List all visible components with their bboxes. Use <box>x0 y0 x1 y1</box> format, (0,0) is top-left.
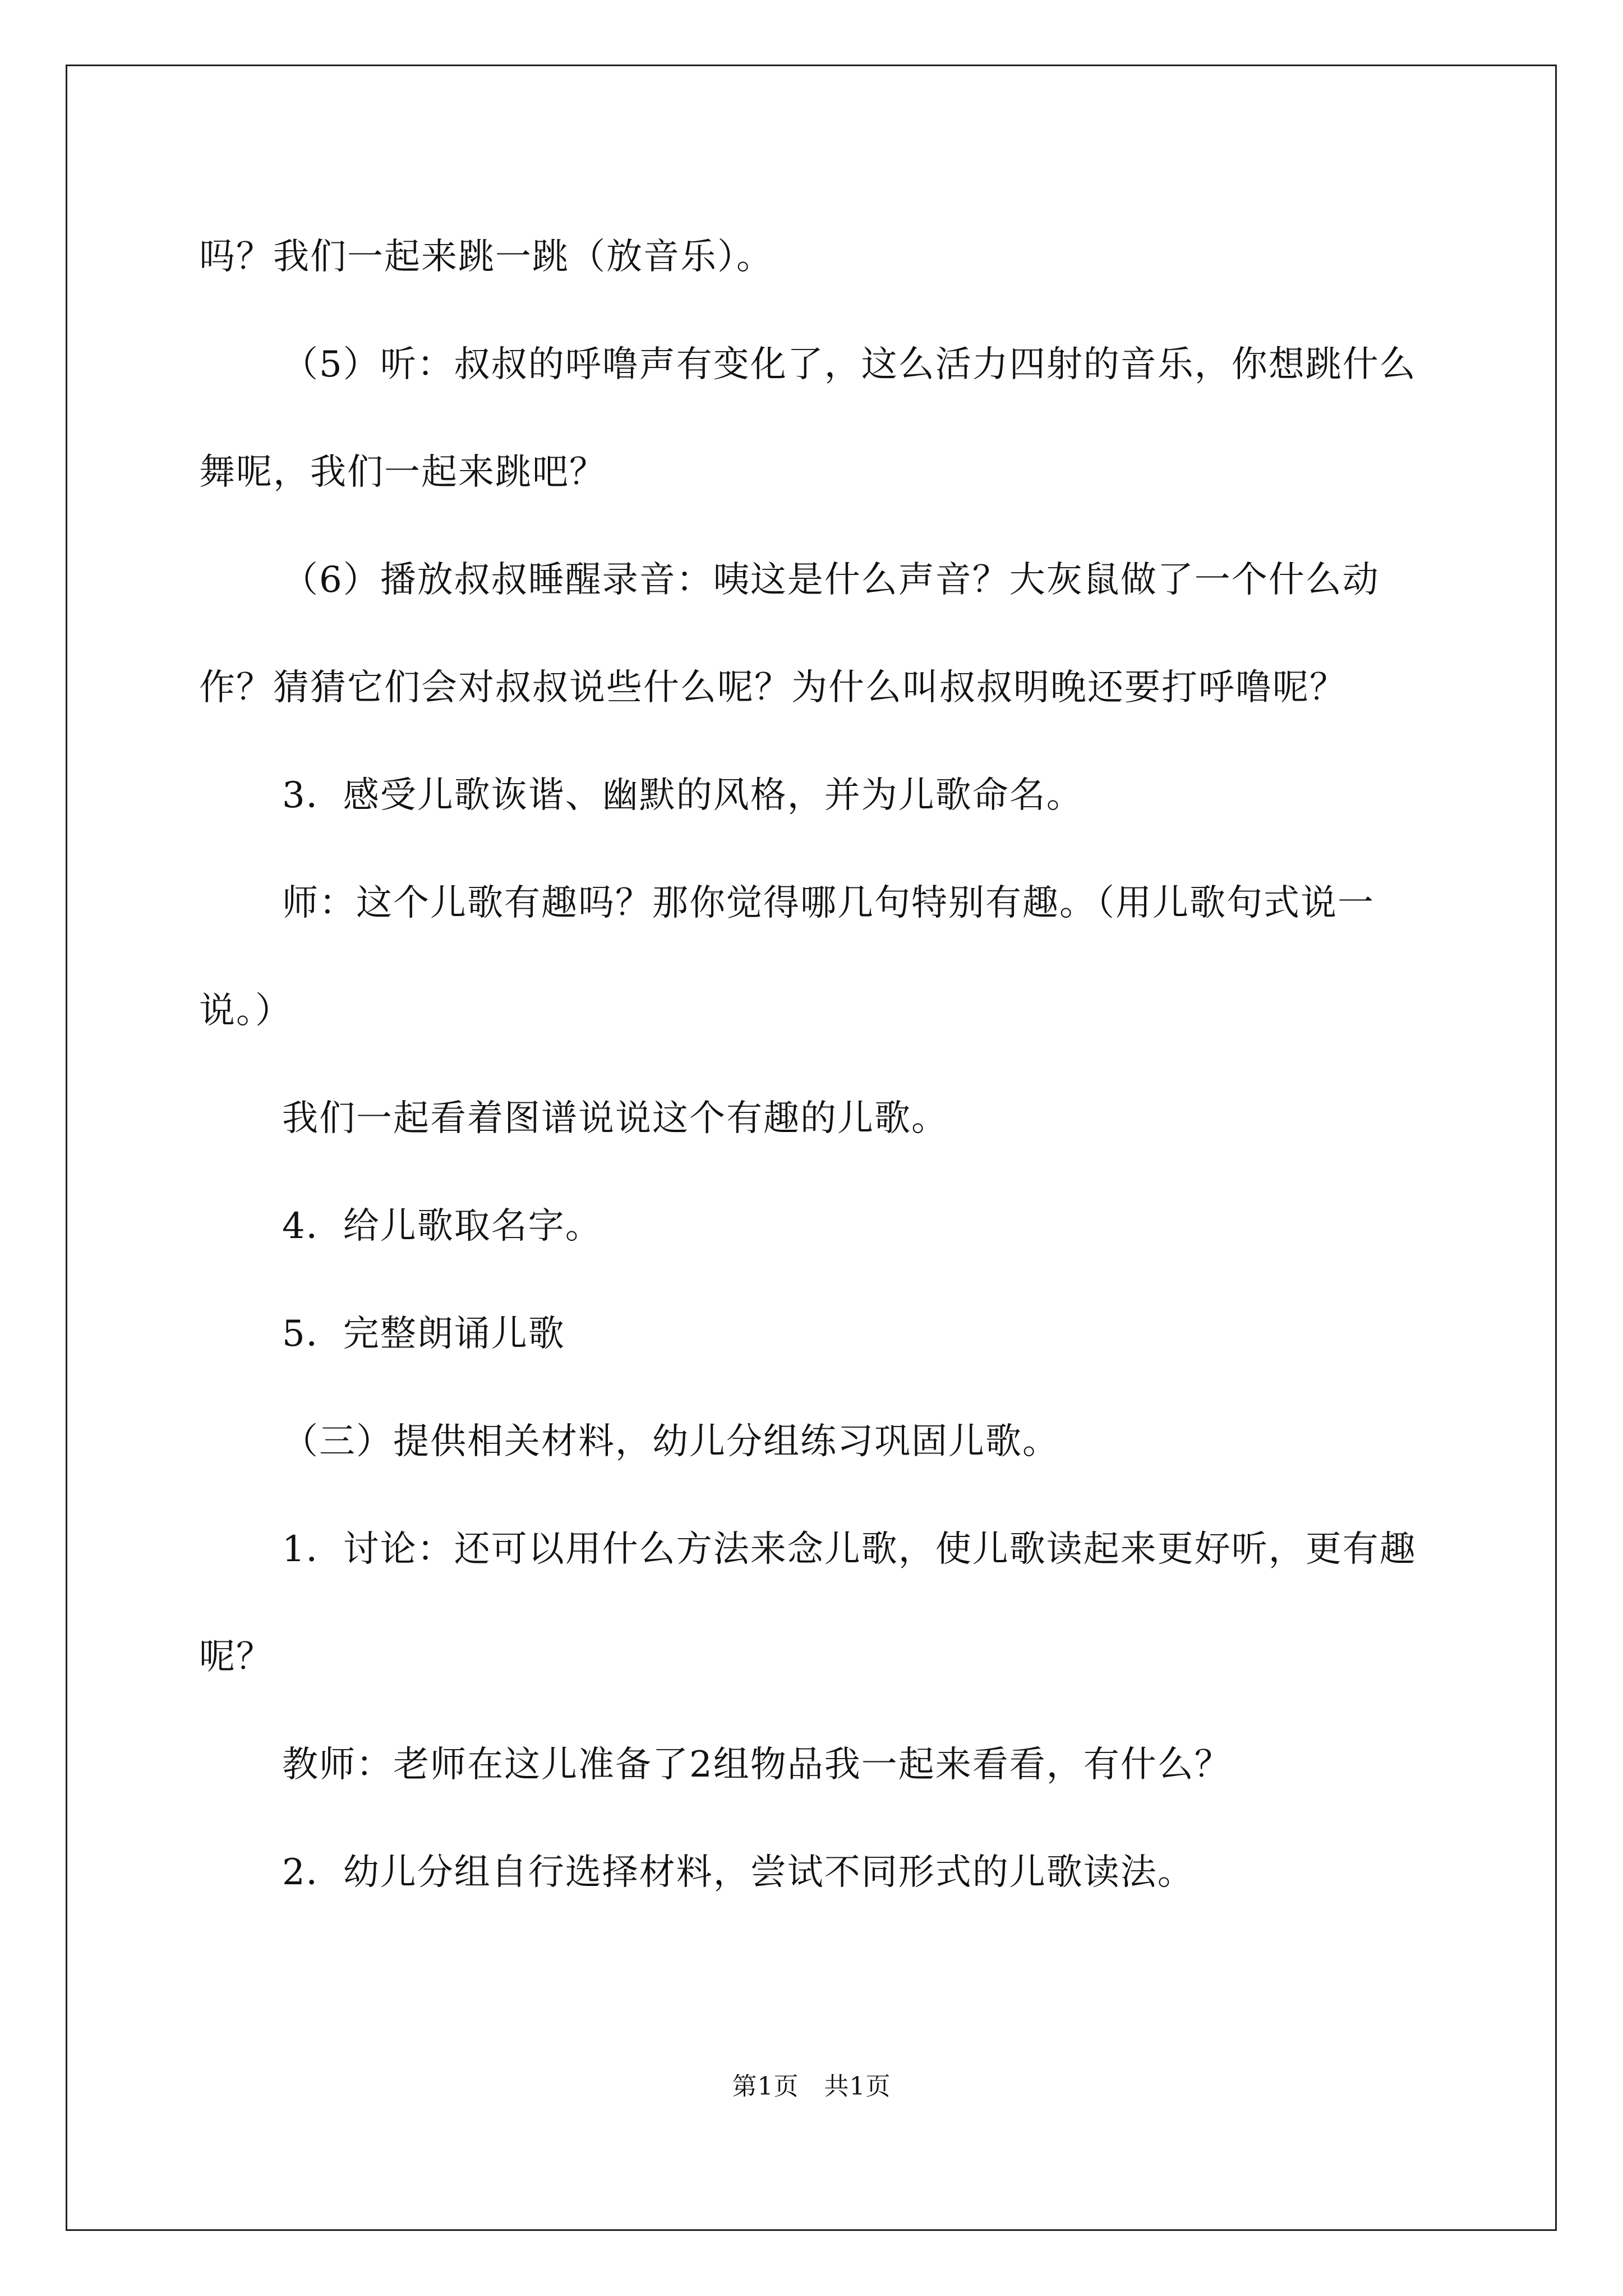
document-body <box>199 203 1433 1926</box>
paragraph-4: 3．感受儿歌诙谐、幽默的风格，并为儿歌命名。 <box>282 775 1083 816</box>
page-number-footer: 第1页 共1页 <box>732 2072 891 2101</box>
paragraph-12: 2．幼儿分组自行选择材料，尝试不同形式的儿歌读法。 <box>282 1852 1195 1893</box>
paragraph-8: 5．完整朗诵儿歌 <box>282 1313 565 1355</box>
paragraph-7: 4．给儿歌取名字。 <box>282 1205 602 1247</box>
paragraph-1: 吗？我们一起来跳一跳（放音乐）。 <box>199 236 773 278</box>
paragraph-10: 1．讨论：还可以用什么方法来念儿歌，使儿歌读起来更好听，更有趣呢？ <box>199 1529 1417 1678</box>
paragraph-6: 我们一起看着图谱说说这个有趣的儿歌。 <box>282 1098 948 1139</box>
paragraph-11: 教师：老师在这儿准备了2组物品我一起来看看，有什么？ <box>282 1744 1232 1786</box>
paragraph-9: （三）提供相关材料，幼儿分组练习巩固儿歌。 <box>282 1421 1059 1462</box>
paragraph-3: （6）播放叔叔睡醒录音：咦这是什么声音？大灰鼠做了一个什么动作？猜猜它们会对叔叔说些什么呢？为什么叫叔叔明晚还要打呼噜呢？ <box>199 559 1380 708</box>
paragraph-2: （5）听：叔叔的呼噜声有变化了，这么活力四射的音乐，你想跳什么舞呢，我们一起来跳吧？ <box>199 344 1417 493</box>
paragraph-5: 师：这个儿歌有趣吗？那你觉得哪几句特别有趣。（用儿歌句式说一说。） <box>199 882 1375 1032</box>
